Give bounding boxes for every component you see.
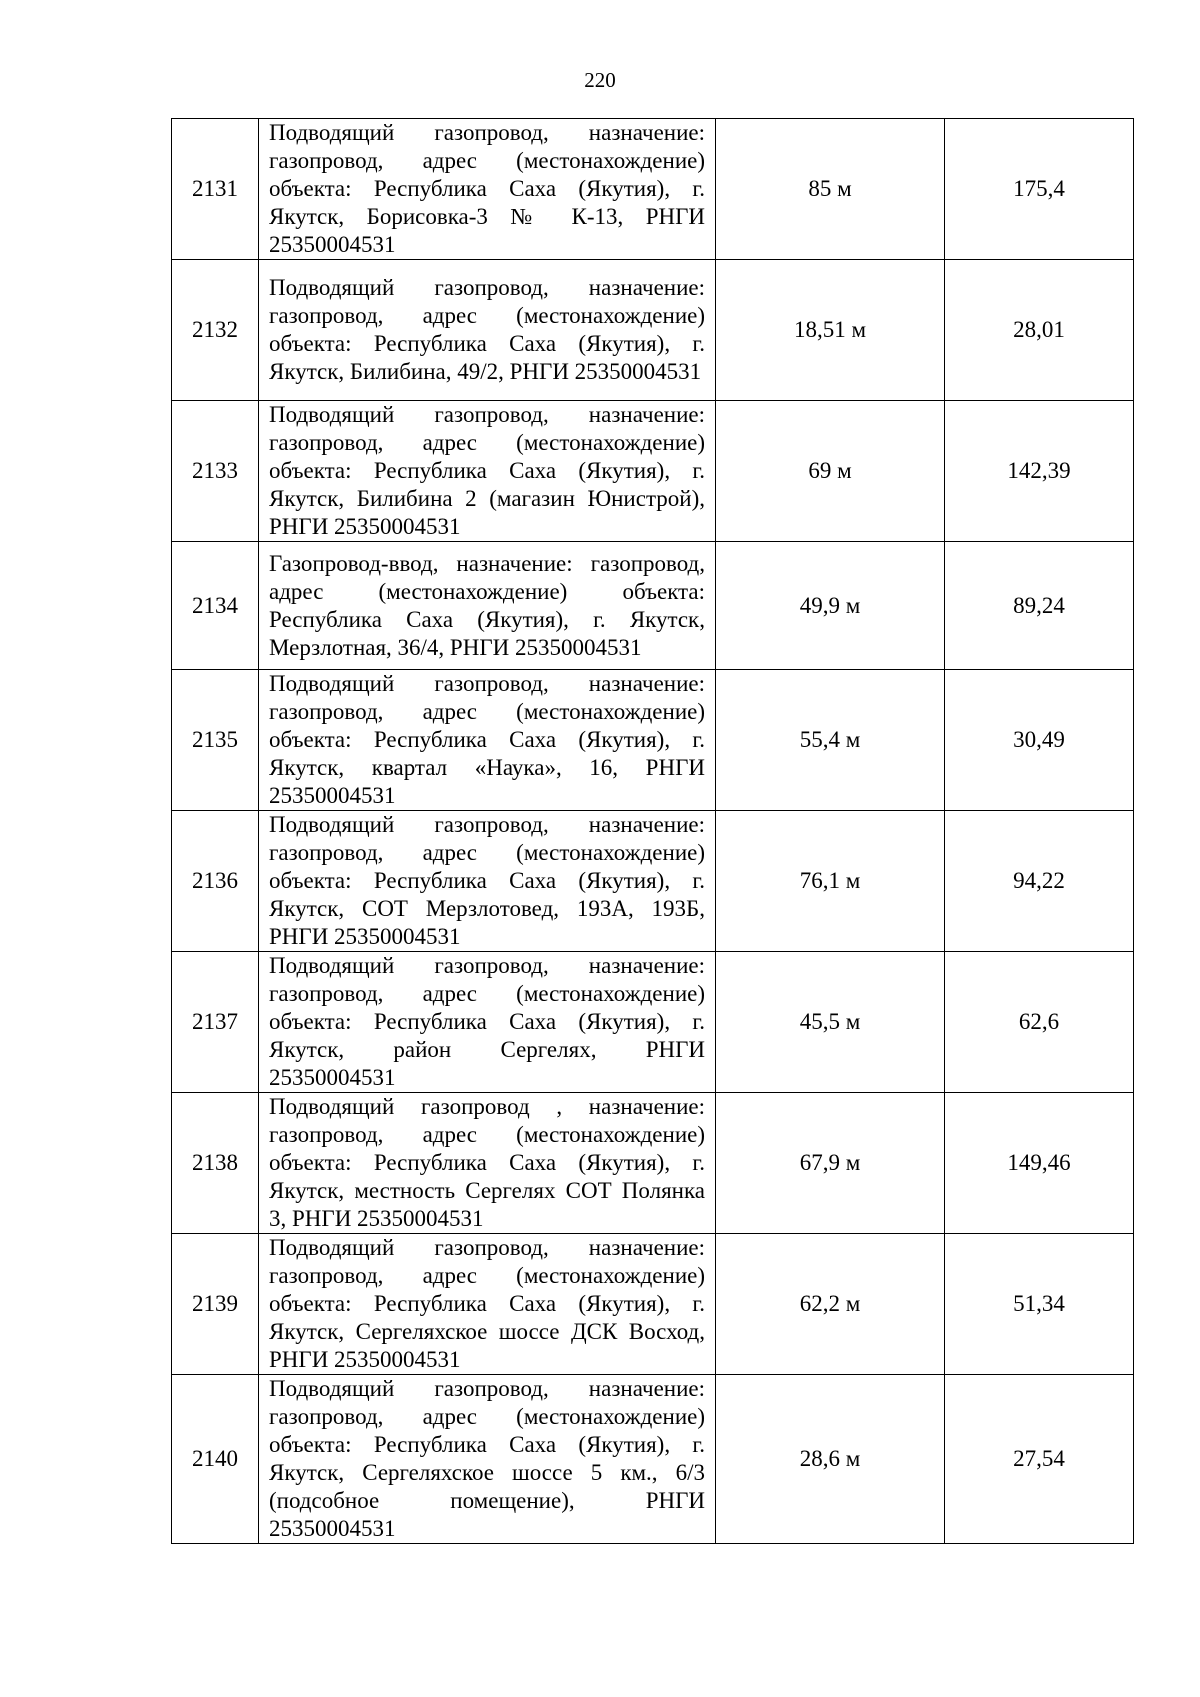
- object-description-cell: Газопровод-ввод, назначение: газопровод, адрес (местонахождение) объекта: Республика Саха (Якутия), г. Якутск, Мерзлотная, 36/4, РНГИ 25350004531: [259, 542, 716, 670]
- length-cell: 28,6 м: [716, 1375, 945, 1544]
- row-number-cell: 2136: [172, 811, 259, 952]
- object-description-cell: Подводящий газопровод, назначение: газопровод, адрес (местонахождение) объекта: Республика Саха (Якутия), г. Якутск, Сергеляхское шоссе ДСК Восход, РНГИ 25350004531: [259, 1234, 716, 1375]
- length-cell: 67,9 м: [716, 1093, 945, 1234]
- value-cell: 175,4: [945, 119, 1134, 260]
- row-number-cell: 2140: [172, 1375, 259, 1544]
- length-cell: 49,9 м: [716, 542, 945, 670]
- table-row: [172, 811, 1134, 952]
- length-cell: 85 м: [716, 119, 945, 260]
- object-description-cell: Подводящий газопровод, назначение: газопровод, адрес (местонахождение) объекта: Республика Саха (Якутия), г. Якутск, Борисовка-3 № К-13, РНГИ 25350004531: [259, 119, 716, 260]
- table-row: [172, 401, 1134, 542]
- row-number-cell: 2134: [172, 542, 259, 670]
- value-cell: 149,46: [945, 1093, 1134, 1234]
- table-row: [172, 542, 1134, 670]
- object-description-cell: Подводящий газопровод, назначение: газопровод, адрес (местонахождение) объекта: Республика Саха (Якутия), г. Якутск, Билибина, 49/2, РНГИ 25350004531: [259, 260, 716, 401]
- page-number: 220: [584, 68, 616, 92]
- object-description-cell: Подводящий газопровод, назначение: газопровод, адрес (местонахождение) объекта: Республика Саха (Якутия), г. Якутск, Сергеляхское шоссе 5 км., 6/3 (подсобное помещение), РНГИ 25350004531: [259, 1375, 716, 1544]
- row-number-cell: 2132: [172, 260, 259, 401]
- value-cell: 51,34: [945, 1234, 1134, 1375]
- length-cell: 18,51 м: [716, 260, 945, 401]
- length-cell: 55,4 м: [716, 670, 945, 811]
- row-number-cell: 2137: [172, 952, 259, 1093]
- row-number-cell: 2135: [172, 670, 259, 811]
- value-cell: 27,54: [945, 1375, 1134, 1544]
- value-cell: 62,6: [945, 952, 1134, 1093]
- value-cell: 89,24: [945, 542, 1134, 670]
- value-cell: 94,22: [945, 811, 1134, 952]
- table-row: [172, 1375, 1134, 1544]
- length-cell: 76,1 м: [716, 811, 945, 952]
- length-cell: 45,5 м: [716, 952, 945, 1093]
- object-description-cell: Подводящий газопровод, назначение: газопровод, адрес (местонахождение) объекта: Республика Саха (Якутия), г. Якутск, СОТ Мерзлотовед, 193А, 193Б, РНГИ 25350004531: [259, 811, 716, 952]
- table-row: [172, 670, 1134, 811]
- table-row: [172, 260, 1134, 401]
- object-description-cell: Подводящий газопровод , назначение: газопровод, адрес (местонахождение) объекта: Республика Саха (Якутия), г. Якутск, местность Сергелях СОТ Полянка 3, РНГИ 25350004531: [259, 1093, 716, 1234]
- row-number-cell: 2131: [172, 119, 259, 260]
- object-description-cell: Подводящий газопровод, назначение: газопровод, адрес (местонахождение) объекта: Республика Саха (Якутия), г. Якутск, квартал «Наука», 16, РНГИ 25350004531: [259, 670, 716, 811]
- row-number-cell: 2138: [172, 1093, 259, 1234]
- value-cell: 28,01: [945, 260, 1134, 401]
- object-description-cell: Подводящий газопровод, назначение: газопровод, адрес (местонахождение) объекта: Республика Саха (Якутия), г. Якутск, Билибина 2 (магазин Юнистрой), РНГИ 25350004531: [259, 401, 716, 542]
- table-row: [172, 952, 1134, 1093]
- row-number-cell: 2133: [172, 401, 259, 542]
- object-description-cell: Подводящий газопровод, назначение: газопровод, адрес (местонахождение) объекта: Республика Саха (Якутия), г. Якутск, район Сергелях, РНГИ 25350004531: [259, 952, 716, 1093]
- length-cell: 69 м: [716, 401, 945, 542]
- value-cell: 142,39: [945, 401, 1134, 542]
- value-cell: 30,49: [945, 670, 1134, 811]
- row-number-cell: 2139: [172, 1234, 259, 1375]
- table-row: [172, 119, 1134, 260]
- length-cell: 62,2 м: [716, 1234, 945, 1375]
- table-row: [172, 1234, 1134, 1375]
- property-registry-table: [171, 118, 1134, 1544]
- table-row: [172, 1093, 1134, 1234]
